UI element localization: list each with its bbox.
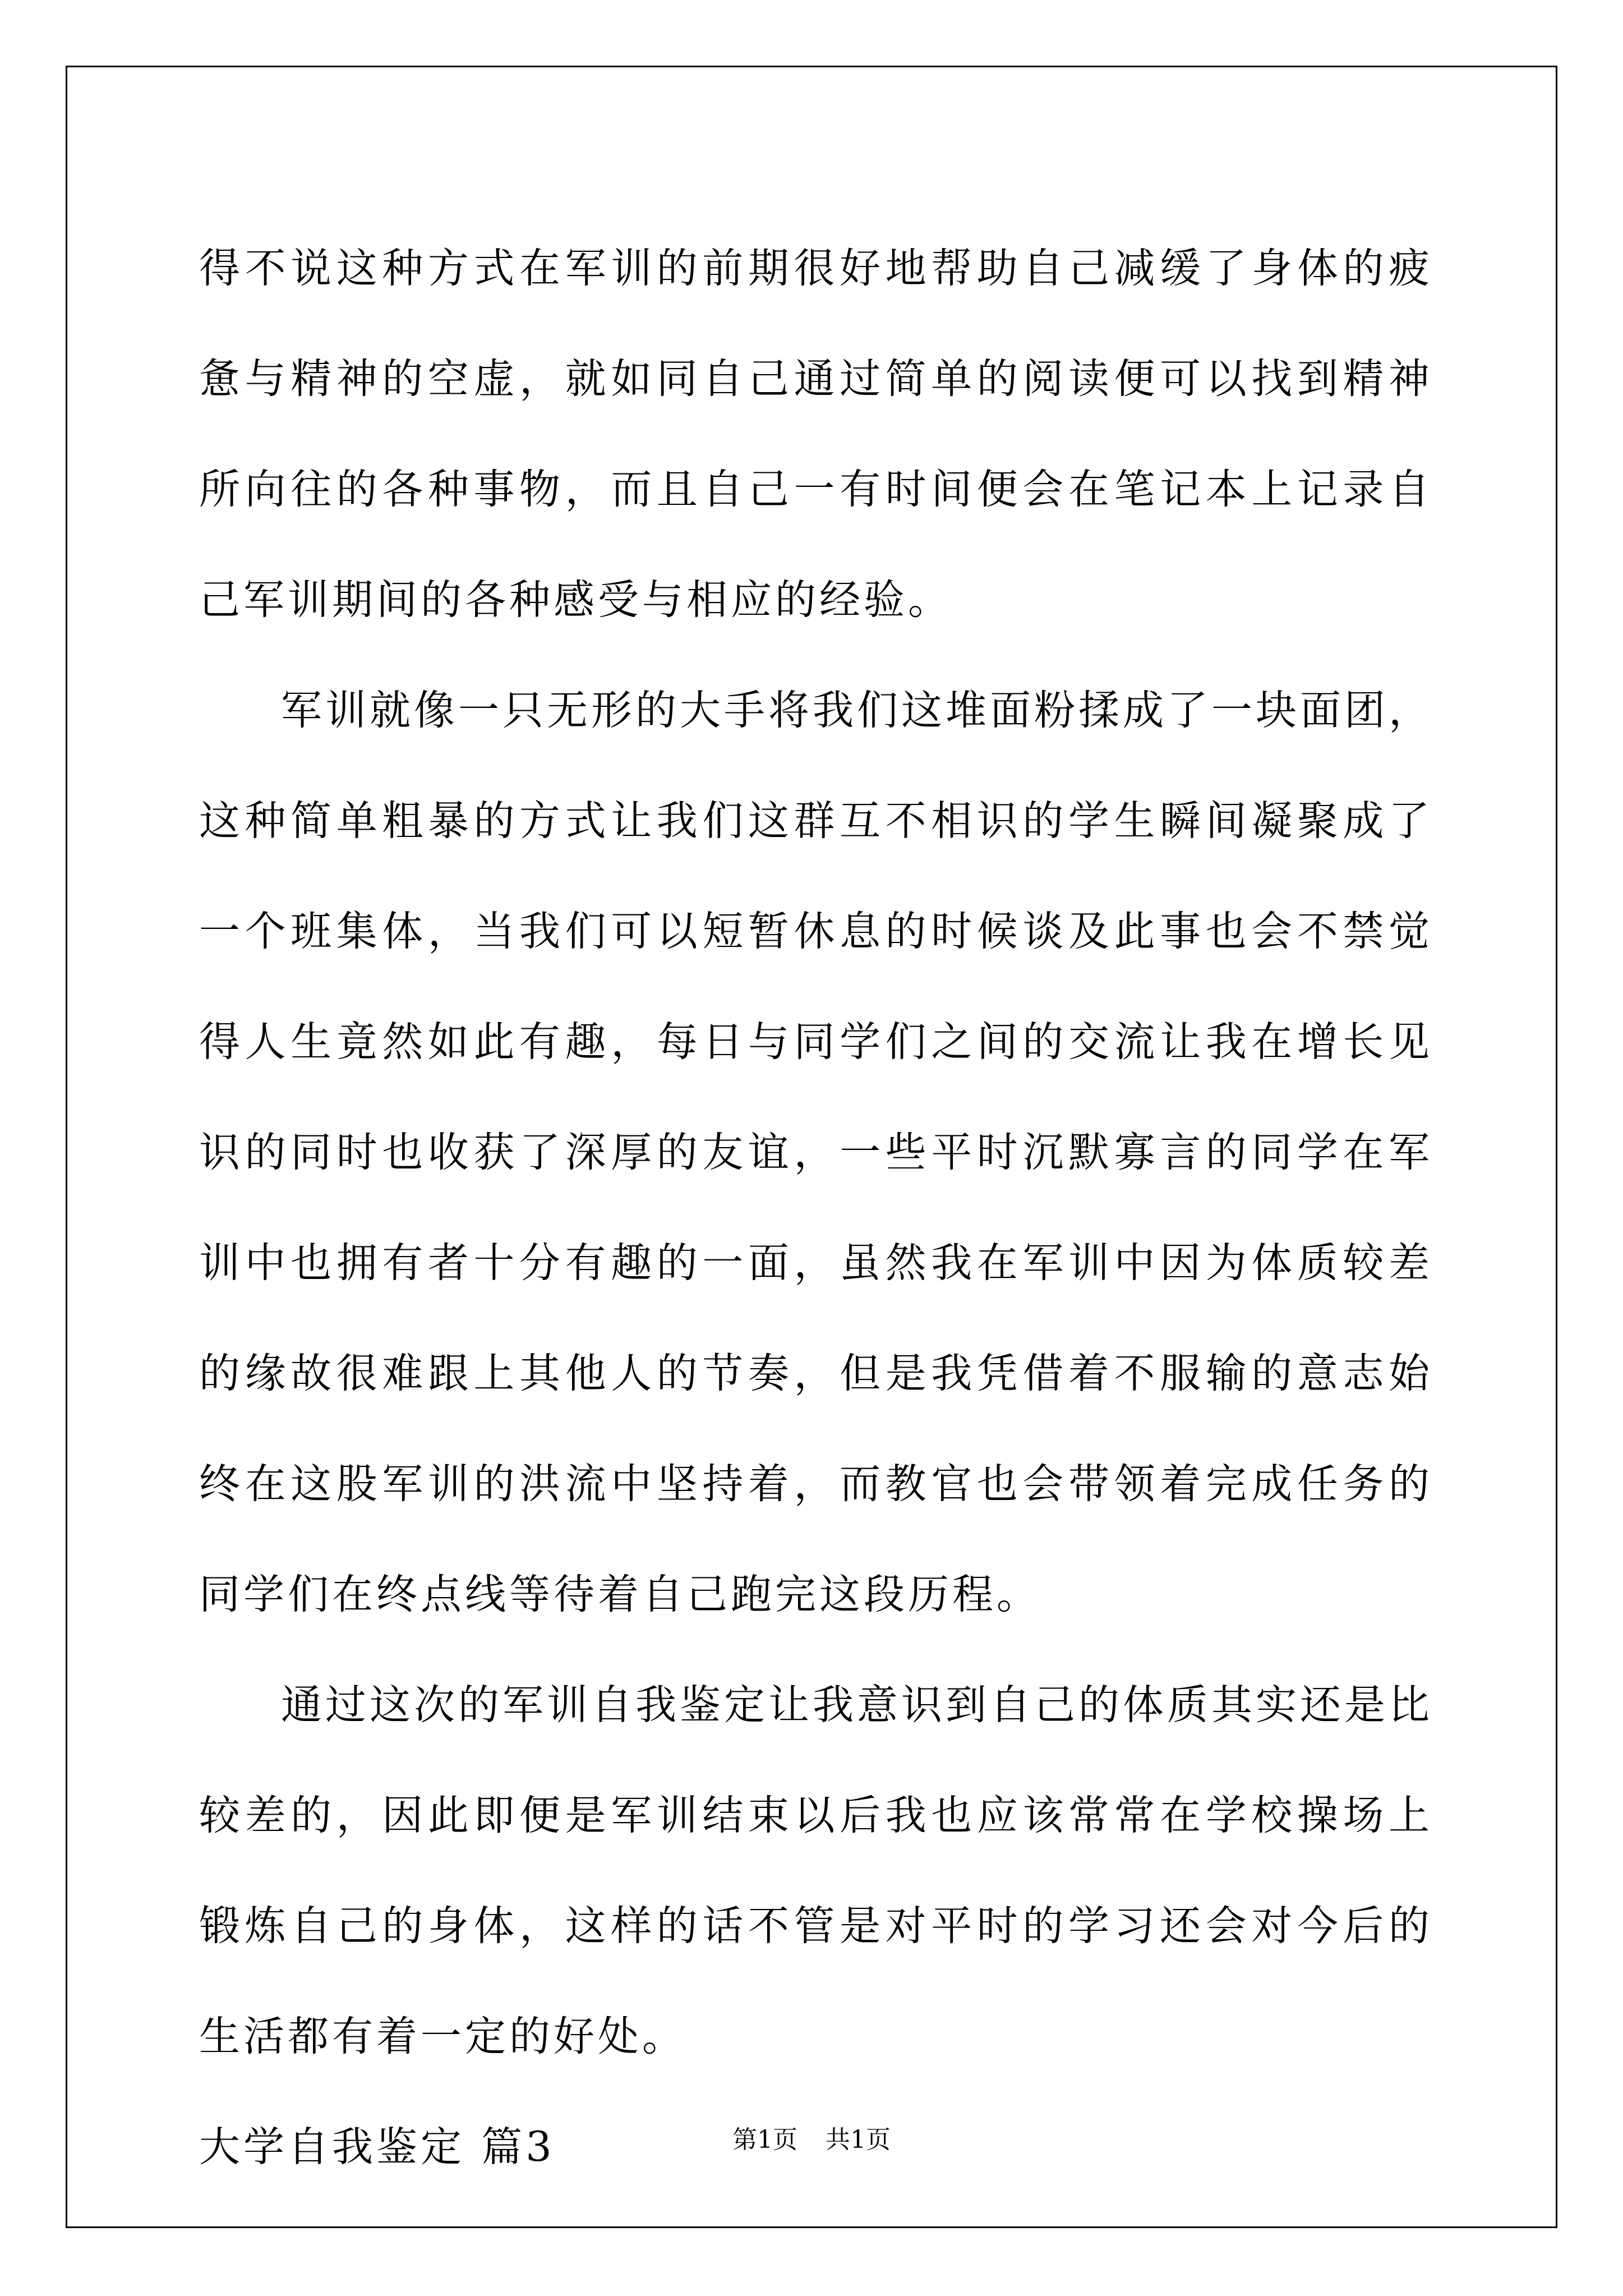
page-number-current: 第1页 <box>732 2125 797 2154</box>
paragraph-1: 得不说这种方式在军训的前期很好地帮助自己减缓了身体的疲惫与精神的空虚，就如同自己通过简单的阅读便可以找到精神所向往的各种事物，而且自己一有时间便会在笔记本上记录自己军训期间的各种感受与相应的经验。 <box>199 245 1433 624</box>
section-heading: 大学自我鉴定 篇3 <box>199 2123 555 2171</box>
page-footer <box>0 2123 1623 2157</box>
paragraph-3: 通过这次的军训自我鉴定让我意识到自己的体质其实还是比较差的，因此即便是军训结束以后我也应该常常在学校操场上锻炼自己的身体，这样的话不管是对平时的学习还会对今后的生活都有着一定的好处。 <box>199 1681 1433 2060</box>
page-number-total: 共1页 <box>826 2125 891 2154</box>
document-body <box>199 213 1433 2202</box>
paragraph-2: 军训就像一只无形的大手将我们这堆面粉揉成了一块面团，这种简单粗暴的方式让我们这群互不相识的学生瞬间凝聚成了一个班集体，当我们可以短暂休息的时候谈及此事也会不禁觉得人生竟然如此有趣，每日与同学们之间的交流让我在增长见识的同时也收获了深厚的友谊，一些平时沉默寡言的同学在军训中也拥有者十分有趣的一面，虽然我在军训中因为体质较差的缘故很难跟上其他人的节奏，但是我凭借着不服输的意志始终在这股军训的洪流中坚持着，而教官也会带领着完成任务的同学们在终点线等待着自己跑完这段历程。 <box>199 687 1433 1618</box>
